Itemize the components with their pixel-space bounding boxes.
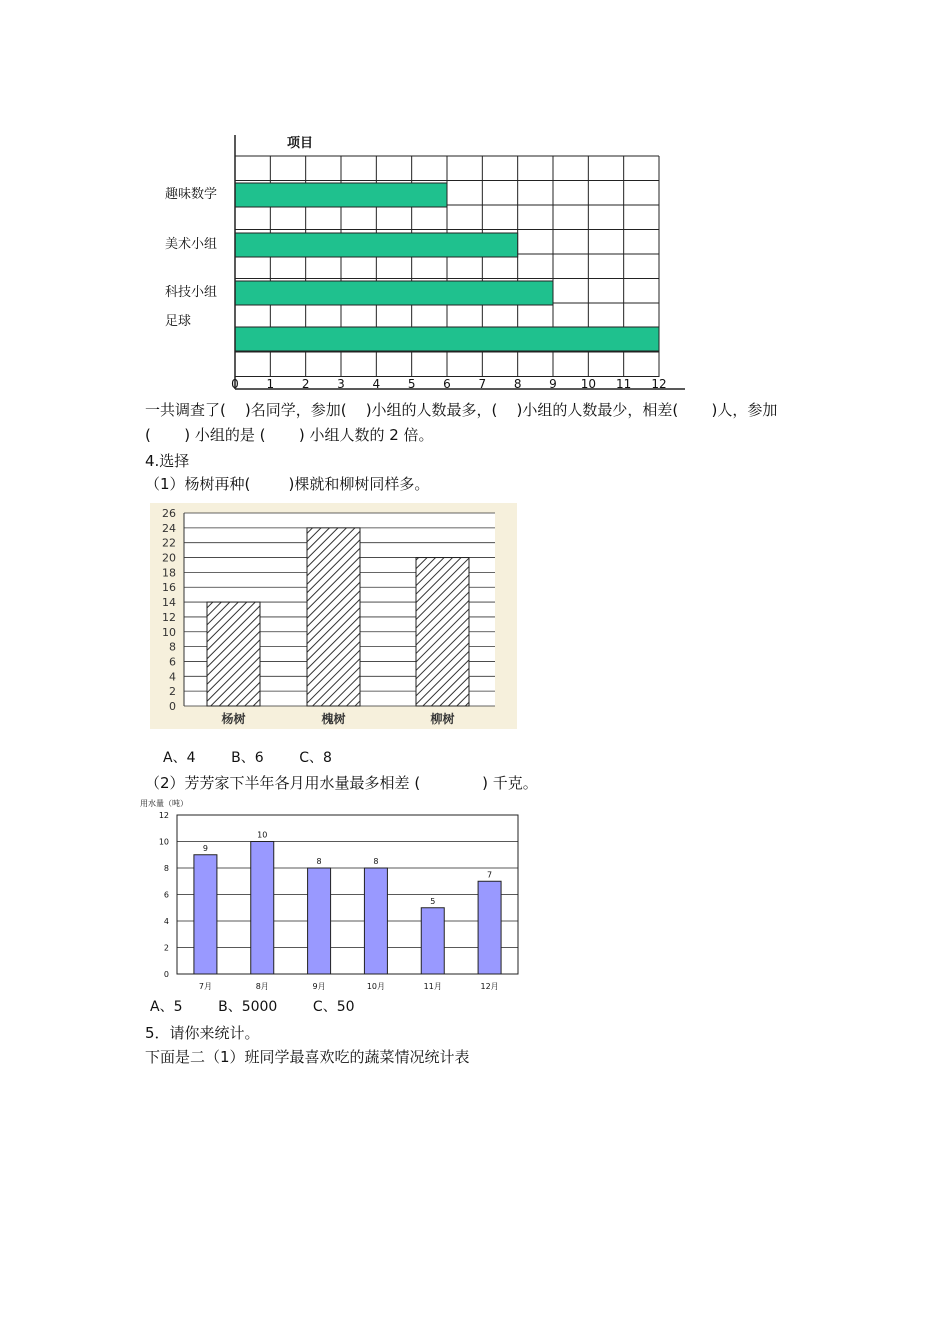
chart1-category-label: 科技小组: [165, 285, 218, 300]
chart1-x-tick: 8: [513, 377, 522, 391]
interest-group-bar-chart: [150, 125, 710, 400]
chart1-x-tick: 2: [301, 377, 310, 391]
chart2-y-tick: 24: [162, 521, 176, 535]
chart3-bar: [308, 868, 331, 974]
chart2-y-tick: 2: [169, 685, 176, 699]
chart1-title: 项目: [287, 136, 314, 151]
q5-heading: 5．请你来统计。: [145, 1024, 260, 1042]
chart2-category-label: 槐树: [321, 712, 346, 726]
chart3-data-label: 5: [430, 896, 436, 906]
chart1-x-tick: 10: [580, 377, 596, 391]
chart3-y-axis-label: 用水量（吨）: [140, 799, 188, 808]
chart2-y-tick: 8: [169, 640, 176, 654]
chart3-data-label: 10: [257, 830, 268, 840]
chart2-y-tick: 20: [162, 551, 176, 565]
chart2-y-tick: 18: [162, 566, 176, 580]
chart2-y-tick: 12: [162, 610, 176, 624]
chart2-y-tick: 10: [162, 625, 176, 639]
chart2-y-tick: 22: [162, 536, 176, 550]
chart3-category-label: 7月: [198, 982, 212, 991]
chart1-bar: [235, 327, 659, 351]
chart3-y-tick: 8: [163, 864, 169, 873]
chart2-category-label: 柳树: [430, 712, 455, 726]
chart3-data-label: 9: [202, 843, 208, 853]
chart2-y-tick: 26: [162, 507, 176, 520]
chart1-x-tick: 11: [616, 377, 632, 391]
chart3-bar: [364, 868, 387, 974]
chart3-category-label: 11月: [423, 982, 442, 991]
chart3-bar: [421, 908, 444, 974]
water-usage-bar-chart: [140, 797, 530, 995]
q4-1-question: （1）杨树再种( )棵就和柳树同样多。: [145, 475, 430, 493]
chart3-data-label: 8: [316, 857, 322, 866]
chart2-y-tick: 4: [169, 670, 176, 684]
chart3-y-tick: 10: [158, 837, 169, 847]
chart3-y-tick: 0: [163, 970, 169, 979]
q4-2-options: A、5 B、5000 C、50: [150, 999, 355, 1015]
q4-2-question: （2）芳芳家下半年各月用水量最多相差 ( ) 千克。: [145, 774, 538, 792]
chart2-category-label: 杨树: [221, 712, 246, 726]
chart1-x-tick: 1: [266, 377, 275, 391]
chart3-y-tick: 12: [158, 811, 169, 820]
chart1-bar: [235, 183, 447, 207]
chart1-x-tick: 0: [231, 377, 239, 391]
chart3-category-label: 10月: [366, 982, 386, 991]
chart2-bar: [307, 528, 360, 706]
chart2-y-tick: 14: [162, 596, 176, 610]
chart1-labels: [165, 135, 667, 391]
chart1-bar: [235, 281, 553, 305]
chart1-x-tick: 7: [478, 377, 487, 391]
chart2-y-tick: 0: [169, 700, 176, 713]
chart3-bar: [251, 842, 274, 975]
chart3-y-tick: 2: [163, 943, 169, 953]
chart1-x-tick: 6: [443, 377, 451, 391]
chart1-category-label: 足球: [165, 314, 192, 329]
chart1-bar: [235, 233, 518, 257]
chart3-grid: [177, 815, 518, 974]
chart1-x-tick: 9: [549, 377, 557, 391]
chart3-category-label: 8月: [255, 982, 269, 991]
chart2-bar: [207, 602, 260, 706]
chart2-y-tick: 16: [162, 581, 176, 595]
chart2-y-tick: 6: [169, 655, 176, 669]
chart3-data-label: 7: [487, 870, 493, 880]
q3-line-1: 一共调查了( )名同学，参加( )小组的人数最多，( )小组的人数最少，相差( )人，参加: [145, 401, 778, 419]
q5-description: 下面是二（1）班同学最喜欢吃的蔬菜情况统计表: [145, 1048, 470, 1066]
chart1-x-tick: 3: [337, 377, 345, 391]
q4-1-options: A、4 B、6 C、8: [163, 750, 332, 766]
chart3-data-label: 8: [373, 857, 379, 866]
chart1-x-tick: 5: [407, 377, 416, 391]
chart3-category-label: 9月: [312, 982, 326, 991]
q3-line-2: ( ) 小组的是 ( ) 小组人数的 2 倍。: [145, 426, 434, 444]
chart3-bar: [194, 855, 217, 974]
chart3-y-tick: 4: [163, 917, 169, 926]
tree-bar-chart: [150, 503, 517, 729]
chart1-x-tick: 4: [372, 377, 381, 391]
chart3-bar: [478, 881, 501, 974]
chart3-y-tick: 6: [163, 890, 169, 900]
q4-heading: 4.选择: [145, 452, 190, 470]
chart1-category-label: 美术小组: [165, 237, 218, 252]
chart1-category-label: 趣味数学: [165, 187, 218, 202]
chart3-category-label: 12月: [480, 982, 499, 991]
chart1-x-tick: 12: [651, 377, 667, 391]
chart2-bar: [416, 558, 469, 706]
